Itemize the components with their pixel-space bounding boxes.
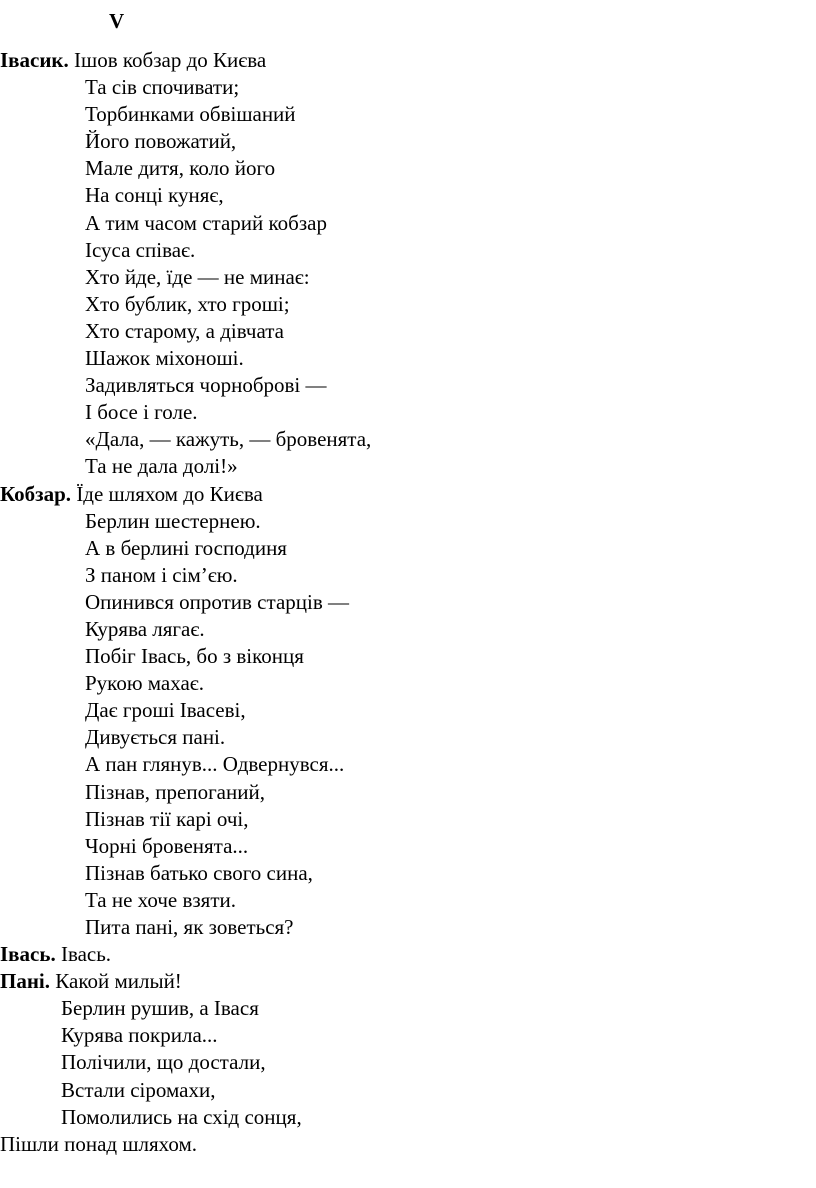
poem-line (0, 128, 816, 155)
line-text: Івась. (55, 942, 112, 967)
poem-line (0, 1022, 816, 1049)
line-text: А в берлині господиня (85, 535, 287, 560)
line-text: Хто бублик, хто гроші; (85, 291, 290, 316)
line-text: Какой милый! (50, 969, 182, 994)
poem-line (0, 264, 816, 291)
poem-line (0, 1077, 816, 1104)
poem-line (0, 74, 816, 101)
poem-line (0, 724, 816, 751)
section-heading: V (109, 9, 125, 33)
poem-line (0, 210, 816, 237)
line-text: Пізнав тії карі очі, (85, 806, 249, 831)
poem-line (0, 291, 816, 318)
line-text: Задивляться чорноброві — (85, 373, 327, 398)
line-text: І босе і голе. (85, 400, 198, 425)
poem-line (0, 779, 816, 806)
poem-line (0, 155, 816, 182)
poem-line (0, 453, 816, 480)
line-text: Полічили, що достали, (61, 1050, 266, 1075)
line-text: А тим часом старий кобзар (85, 210, 327, 235)
poem-line (0, 345, 816, 372)
poem-line (0, 995, 816, 1022)
poem-line (0, 535, 816, 562)
poem-line (0, 372, 816, 399)
line-text: Мале дитя, коло його (85, 156, 276, 181)
line-text: Хто йде, їде — не минає: (85, 264, 310, 289)
line-text: Берлин рушив, а Івася (61, 996, 259, 1021)
line-text: Дивується пані. (85, 725, 226, 750)
poem-line (0, 643, 816, 670)
poem-line (0, 751, 816, 778)
poem-line (0, 968, 816, 995)
line-text: Рукою махає. (85, 671, 205, 696)
line-text: Пішли понад шляхом. (0, 1131, 198, 1156)
speaker-name: Кобзар. (0, 481, 72, 506)
line-text: Пізнав батько свого сина, (85, 860, 313, 885)
line-text: Їде шляхом до Києва (71, 481, 263, 506)
line-text: Ісуса співає. (85, 237, 196, 262)
line-text: Помолились на схід сонця, (61, 1104, 302, 1129)
line-text: Його повожатий, (85, 129, 237, 154)
line-text: Берлин шестернею. (85, 508, 261, 533)
poem-line (0, 589, 816, 616)
line-text: Шажок міхоноші. (85, 346, 244, 371)
line-text: Курява покрила... (61, 1023, 218, 1048)
line-text: Побіг Івась, бо з віконця (85, 644, 304, 669)
line-text: Та не дала долі!» (85, 454, 238, 479)
poem-line (0, 860, 816, 887)
line-text: Торбинками обвішаний (85, 102, 296, 127)
speaker-name: Івась. (0, 942, 56, 967)
poem-line (0, 806, 816, 833)
line-text: Встали сіромахи, (61, 1077, 216, 1102)
poem-line (0, 697, 816, 724)
line-text: Курява лягає. (85, 616, 205, 641)
line-text: Дає гроші Івасеві, (85, 698, 246, 723)
line-text: Пита пані, як зоветься? (85, 915, 294, 939)
poem-line (0, 426, 816, 453)
line-text: Чорні бровенята... (85, 833, 249, 858)
poem-line (0, 47, 816, 74)
poem-body (0, 47, 816, 1158)
poem-line (0, 670, 816, 697)
poem-line (0, 1049, 816, 1076)
poem-line (0, 481, 816, 508)
line-text: А пан глянув... Одвернувся... (85, 752, 345, 777)
line-text: Та сів спочивати; (85, 75, 240, 100)
line-text: «Дала, — кажуть, — бровенята, (85, 427, 372, 452)
poem-line (0, 1104, 816, 1131)
line-text: На сонці куняє, (85, 183, 224, 208)
speaker-name: Івасик. (0, 48, 69, 72)
poem-line (0, 508, 816, 535)
poem-line (0, 101, 816, 128)
line-text: Хто старому, а дівчата (85, 318, 284, 343)
poem-line (0, 318, 816, 345)
poem-line (0, 562, 816, 589)
poem-line (0, 1131, 816, 1158)
poem-line (0, 399, 816, 426)
poem-line (0, 833, 816, 860)
line-text: Опинився опротив старців — (85, 589, 349, 614)
poem-line (0, 237, 816, 264)
line-text: Та не хоче взяти. (85, 887, 237, 912)
line-text: З паном і сім’єю. (85, 562, 238, 587)
poem-line (0, 941, 816, 968)
poem-line (0, 182, 816, 209)
poem-line (0, 887, 816, 914)
line-text: Пізнав, препоганий, (85, 779, 265, 804)
speaker-name: Пані. (0, 969, 51, 994)
line-text: Ішов кобзар до Києва (68, 48, 267, 72)
poem-line (0, 616, 816, 643)
poem-line (0, 914, 816, 941)
